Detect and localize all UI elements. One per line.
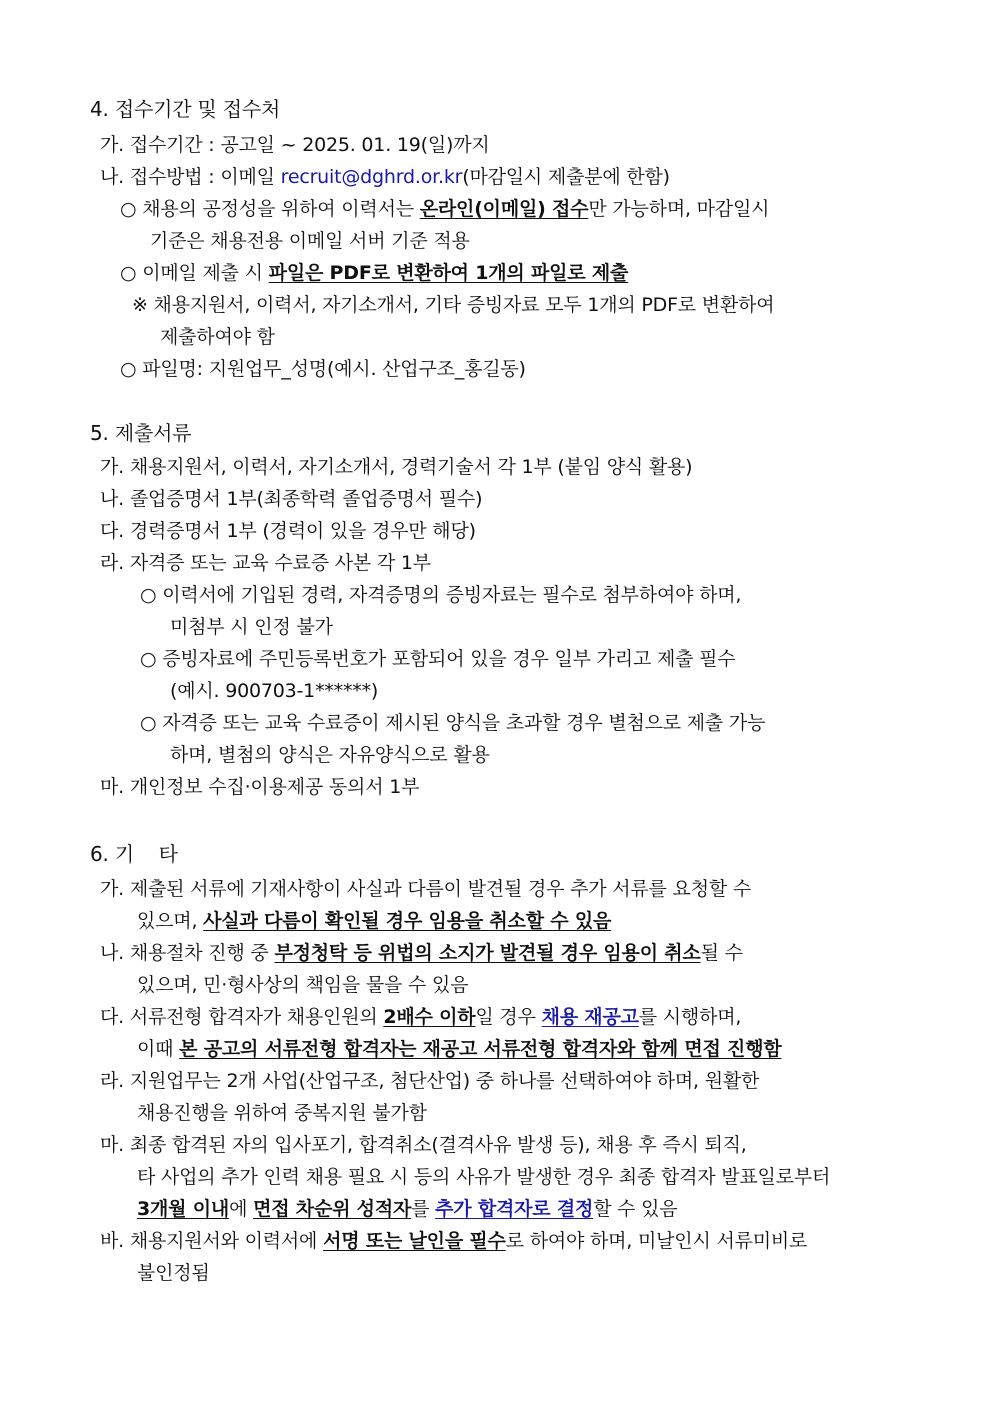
sec6-item-da: [100, 1005, 741, 1029]
text: 일 경우: [475, 1006, 542, 1028]
emphasis-online-email: 온라인(이메일) 접수: [419, 198, 589, 220]
section-6-title: 6. 기 타: [90, 842, 178, 866]
emphasis-within-3-months: 3개월 이내: [137, 1198, 230, 1220]
emphasis-joint-interview: 본 공고의 서류전형 합격자는 재공고 서류전형 합격자와 함께 면접 진행함: [179, 1038, 782, 1060]
sec6-item-ba: [100, 1229, 807, 1253]
sec5-ra-bullet-2: ○ 증빙자료에 주민등록번호가 포함되어 있을 경우 일부 가리고 제출 필수: [140, 648, 736, 670]
section-4-title: 4. 접수기간 및 접수처: [90, 97, 281, 121]
text: 바. 채용지원서와 이력서에: [100, 1230, 324, 1252]
sec5-item-na: 나. 졸업증명서 1부(최종학력 졸업증명서 필수): [100, 488, 483, 510]
emphasis-next-ranked: 면접 차순위 성적자: [253, 1198, 412, 1220]
sec6-item-ga-cont: [137, 909, 611, 933]
emphasis-pdf-single-file: 파일은 PDF로 변환하여 1개의 파일로 제출: [268, 262, 629, 284]
sec6-item-ga: 가. 제출된 서류에 기재사항이 사실과 다름이 발견될 경우 추가 서류를 요청할 수: [100, 878, 752, 900]
text: 될 수: [700, 942, 743, 964]
sec6-item-ba-cont: 불인정됨: [137, 1262, 210, 1284]
emphasis-re-announcement: 채용 재공고: [541, 1006, 639, 1028]
text: 할 수 있음: [593, 1198, 678, 1220]
sec6-item-ma-cont-1: 타 사업의 추가 인력 채용 필요 시 등의 사유가 발생한 경우 최종 합격자 발표일로부터: [137, 1166, 831, 1188]
sec4-na-suffix: (마감일시 제출분에 한함): [462, 166, 670, 188]
emphasis-illegal-solicitation: 부정청탁 등 위법의 소지가 발견될 경우 임용이 취소: [274, 942, 701, 964]
sec4-note: ※ 채용지원서, 이력서, 자기소개서, 기타 증빙자료 모두 1개의 PDF로 변환하여: [132, 294, 775, 316]
sec4-bullet-2: [120, 261, 628, 285]
sec4-note-cont: 제출하여야 함: [160, 326, 275, 348]
emphasis-cancel-appointment: 사실과 다름이 확인될 경우 임용을 취소할 수 있음: [203, 910, 612, 932]
sec5-ra-bullet-2-cont: (예시. 900703-1******): [170, 680, 379, 702]
sec5-ra-bullet-3: ○ 자격증 또는 교육 수료증이 제시된 양식을 초과할 경우 별첨으로 제출 가능: [140, 712, 766, 734]
sec4-bullet-3: ○ 파일명: 지원업무_성명(예시. 산업구조_홍길동): [120, 358, 526, 380]
sec5-item-ra: 라. 자격증 또는 교육 수료증 사본 각 1부: [100, 552, 431, 574]
text: 나. 채용절차 진행 중: [100, 942, 275, 964]
sec6-item-na-cont: 있으며, 민·형사상의 책임을 물을 수 있음: [137, 974, 469, 996]
text: ○ 채용의 공정성을 위하여 이력서는: [120, 198, 420, 220]
text: 이때: [137, 1038, 180, 1060]
sec6-item-da-cont: [137, 1037, 782, 1061]
sec6-item-ra: 라. 지원업무는 2개 사업(산업구조, 첨단산업) 중 하나를 선택하여야 하며, 원활한: [100, 1070, 760, 1092]
sec4-na-prefix: 나. 접수방법 : 이메일: [100, 166, 281, 188]
sec5-item-ga: 가. 채용지원서, 이력서, 자기소개서, 경력기술서 각 1부 (붙임 양식 활용): [100, 456, 693, 478]
sec4-item-ga: 가. 접수기간 : 공고일 ~ 2025. 01. 19(일)까지: [100, 134, 490, 156]
text: 에: [229, 1198, 254, 1220]
sec4-bullet-1: [120, 197, 769, 221]
sec4-bullet-1-cont: 기준은 채용전용 이메일 서버 기준 적용: [150, 230, 470, 252]
sec5-ra-bullet-1: ○ 이력서에 기입된 경력, 자격증명의 증빙자료는 필수로 첨부하여야 하며,: [140, 584, 742, 606]
sec5-item-ma: 마. 개인정보 수집·이용제공 동의서 1부: [100, 776, 420, 798]
section-5-title: 5. 제출서류: [90, 421, 192, 445]
text: 를: [411, 1198, 436, 1220]
email-link[interactable]: recruit@dghrd.or.kr: [280, 166, 463, 188]
sec5-ra-bullet-3-cont: 하며, 별첨의 양식은 자유양식으로 활용: [170, 744, 490, 766]
emphasis-additional-pass: 추가 합격자로 결정: [435, 1198, 594, 1220]
sec4-item-na: [100, 165, 670, 189]
sec6-item-ma: 마. 최종 합격된 자의 입사포기, 합격취소(결격사유 발생 등), 채용 후 즉시 퇴직,: [100, 1134, 747, 1156]
sec5-item-da: 다. 경력증명서 1부 (경력이 있을 경우만 해당): [100, 520, 476, 542]
text: 다. 서류전형 합격자가 채용인원의: [100, 1006, 384, 1028]
text: 있으며,: [137, 910, 204, 932]
emphasis-double-or-less: 2배수 이하: [383, 1006, 476, 1028]
text: 로 하여야 하며, 미날인시 서류미비로: [505, 1230, 808, 1252]
sec6-item-na: [100, 941, 743, 965]
sec5-ra-bullet-1-cont: 미첨부 시 인정 불가: [170, 616, 333, 638]
text: 를 시행하며,: [638, 1006, 742, 1028]
text: 만 가능하며, 마감일시: [588, 198, 770, 220]
text: ○ 이메일 제출 시: [120, 262, 269, 284]
emphasis-signature-required: 서명 또는 날인을 필수: [323, 1230, 506, 1252]
sec6-item-ma-cont-2: [137, 1197, 677, 1221]
sec6-item-ra-cont: 채용진행을 위하여 중복지원 불가함: [137, 1102, 427, 1124]
